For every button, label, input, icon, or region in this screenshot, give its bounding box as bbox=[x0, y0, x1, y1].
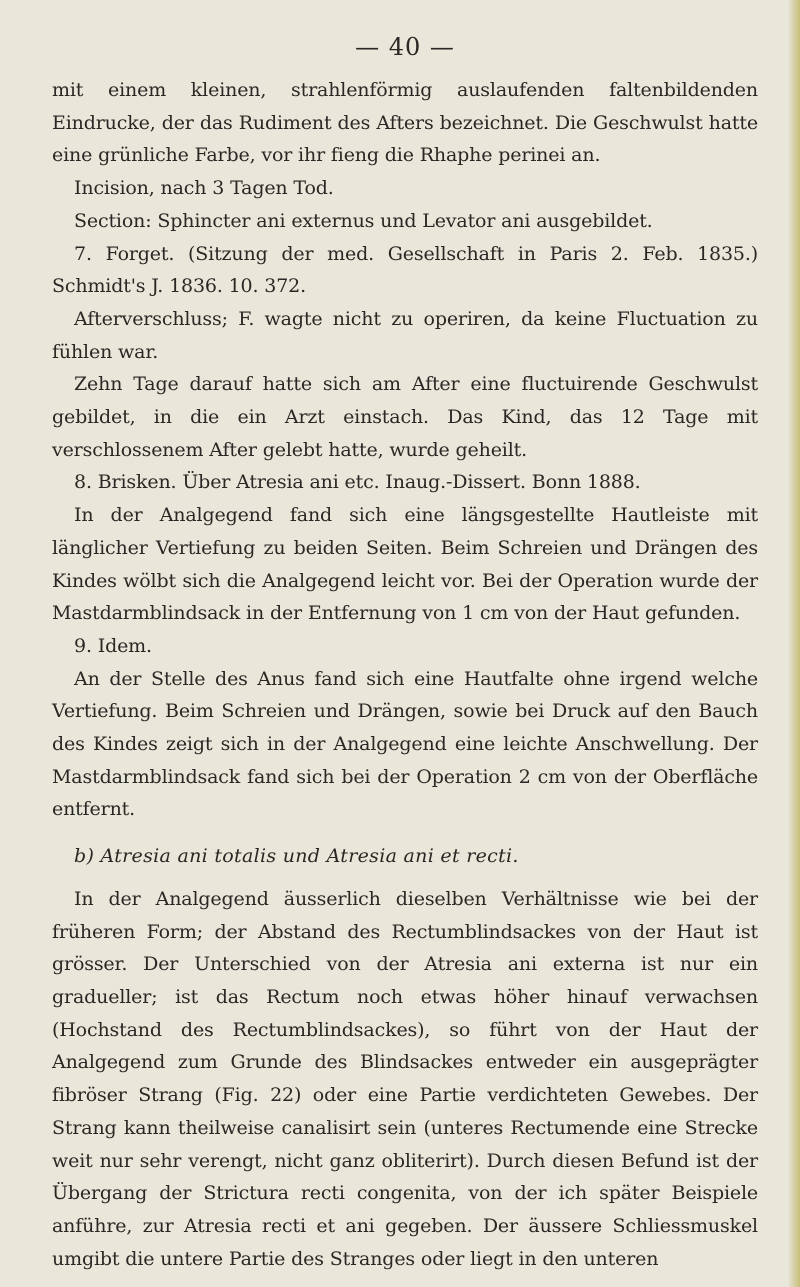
paragraph: In der Analgegend fand sich eine längsgestellte Hautleiste mit länglicher Vertiefung zu beiden Seiten. Beim Schreien und Drängen des Kindes wölbt sich die Analgegend leicht vor. Bei der Operation wurde der Mastdarmblindsack in der Entfernung von 1 cm von der Haut gefunden. bbox=[52, 504, 758, 625]
paragraph: mit einem kleinen, strahlenförmig auslaufenden faltenbildenden Eindrucke, der das Rudiment des Afters bezeichnet. Die Geschwulst hatte eine grünliche Farbe, vor ihr fieng die Rhaphe perinei an. bbox=[52, 79, 758, 167]
section-heading: b) Atresia ani totalis und Atresia ani et recti. bbox=[74, 845, 519, 868]
document-page bbox=[52, 32, 758, 1275]
reference-entry: 8. Brisken. Über Atresia ani etc. Inaug.-Dissert. Bonn 1888. bbox=[74, 471, 641, 494]
reference-entry: 7. Forget. (Sitzung der med. Gesellschaft in Paris 2. Feb. 1835.) Schmidt's J. 1836. 10. 372. bbox=[52, 242, 758, 298]
paragraph: Zehn Tage darauf hatte sich am After eine fluctuirende Geschwulst gebildet, in die ein Arzt einstach. Das Kind, das 12 Tage mit verschlossenem After gelebt hatte, wurde geheilt. bbox=[52, 373, 758, 461]
paragraph: Afterverschluss; F. wagte nicht zu operiren, da keine Fluctuation zu fühlen war. bbox=[52, 307, 758, 363]
paragraph: An der Stelle des Anus fand sich eine Hautfalte ohne irgend welche Vertiefung. Beim Schreien und Drängen, sowie bei Druck auf den Bauch des Kindes zeigt sich in der Analgegend eine leichte Anschwellung. Der Mastdarmblindsack fand sich bei der Operation 2 cm von der Oberfläche entfernt. bbox=[52, 667, 758, 821]
page-number: — 40 — bbox=[355, 33, 455, 61]
reference-entry: 9. Idem. bbox=[74, 634, 152, 657]
paragraph: In der Analgegend äusserlich dieselben Verhältnisse wie bei der früheren Form; der Abstand des Rectumblindsackes von der Haut ist grösser. Der Unterschied von der Atresia ani externa ist nur ein gradueller; ist das Rectum noch etwas höher hinauf verwachsen (Hochstand des Rectumblindsackes), so führt von der Haut der Analgegend zum Grunde des Blindsackes entweder ein ausgeprägter fibröser Strang (Fig. 22) oder eine Partie verdichteten Gewebes. Der Strang kann theilweise canalisirt sein (unteres Rectumende eine Strecke weit nur sehr verengt, nicht ganz obliterirt). Durch diesen Befund ist der Übergang der Strictura recti congenita, von der ich später Beispiele anführe, zur Atresia recti et ani gegeben. Der äussere Schliessmuskel umgibt die untere Partie des Stranges oder liegt in den unteren bbox=[52, 887, 758, 1270]
paragraph: Incision, nach 3 Tagen Tod. bbox=[74, 177, 334, 200]
page-edge bbox=[788, 0, 800, 1287]
paragraph: Section: Sphincter ani externus und Levator ani ausgebildet. bbox=[74, 209, 653, 232]
